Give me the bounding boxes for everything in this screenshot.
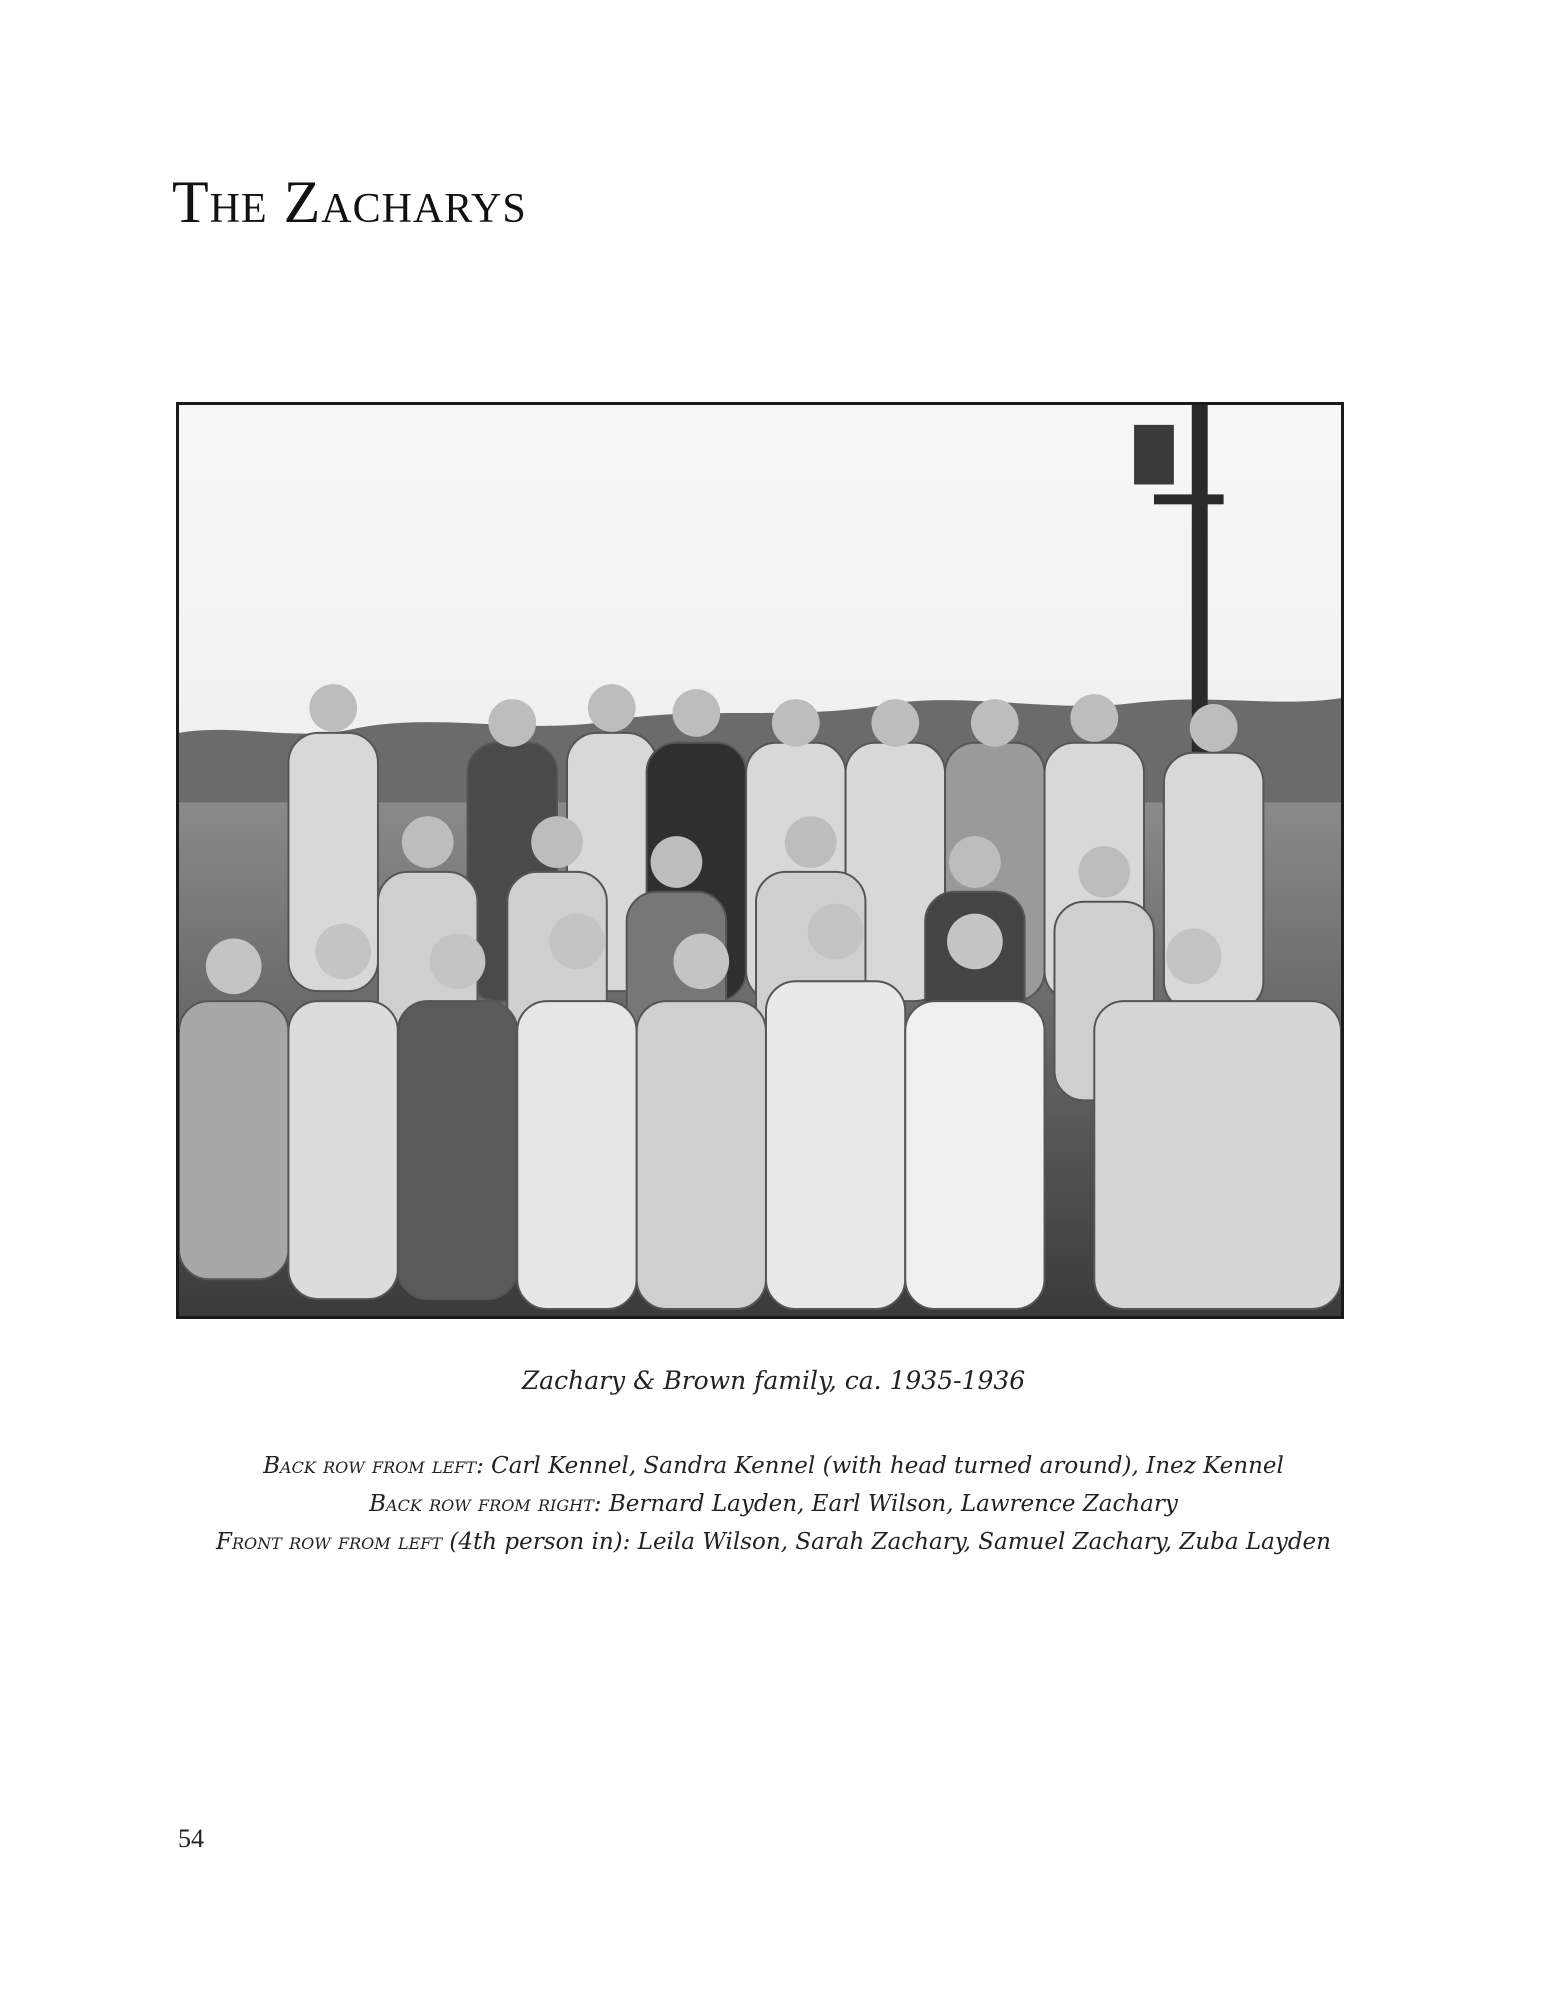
row-names: : Carl Kennel, Sandra Kennel (with head turned around), Inez Kennel — [476, 1453, 1284, 1479]
row-names: (4th person in): Leila Wilson, Sarah Zachary, Samuel Zachary, Zuba Layden — [442, 1529, 1331, 1555]
caption-line-back-right — [0, 1485, 1547, 1523]
family-photo — [176, 402, 1344, 1319]
row-names: : Bernard Layden, Earl Wilson, Lawrence Zachary — [593, 1491, 1178, 1517]
family-photo-image — [179, 405, 1341, 1316]
caption-line-back-left — [0, 1447, 1547, 1485]
caption-line-front-left — [0, 1523, 1547, 1561]
page-title: The Zacharys — [172, 169, 527, 235]
row-label: Front row from left — [216, 1529, 443, 1555]
photo-caption: Zachary & Brown family, ca. 1935-1936 — [521, 1366, 1026, 1395]
caption-identifications — [0, 1447, 1547, 1561]
row-label: Back row from right — [369, 1491, 594, 1517]
page-number: 54 — [178, 1824, 204, 1853]
row-label: Back row from left — [263, 1453, 477, 1479]
